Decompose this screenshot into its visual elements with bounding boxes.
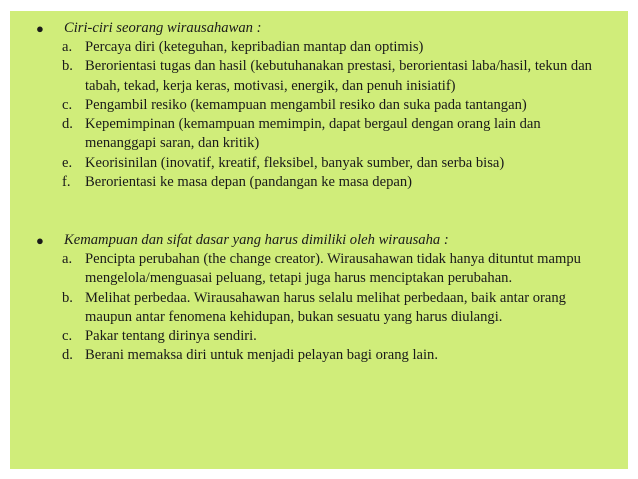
list-item (10, 154, 628, 173)
item-list (10, 250, 628, 366)
item-text: Percaya diri (keteguhan, kepribadian mantap dan optimis) (85, 39, 424, 55)
item-list (10, 38, 628, 192)
section-ciri-ciri (10, 19, 628, 192)
item-marker: c. (62, 328, 73, 345)
section-kemampuan (10, 231, 628, 366)
item-text: Melihat perbedaa. Wirausahawan harus selalu melihat perbedaan, baik antar orang maupun antar fenomena kehidupan, bukan sesuatu yang harus diulangi. (85, 289, 566, 325)
item-marker: e. (62, 154, 73, 171)
item-marker: b. (62, 58, 73, 75)
section-heading (10, 19, 628, 38)
item-text: Pencipta perubahan (the change creator). Wirausahawan tidak hanya dituntut mampu mengelola/menguasai peluang, tetapi juga harus menciptakan perubahan. (85, 251, 581, 287)
section-heading (10, 231, 628, 250)
bullet-icon: ● (36, 233, 44, 248)
item-marker: f. (62, 174, 71, 191)
list-item (10, 346, 628, 365)
item-marker: c. (62, 96, 73, 113)
list-item (10, 173, 628, 192)
item-text: Kepemimpinan (kemampuan memimpin, dapat bergaul dengan orang lain dan menanggapi saran, dan kritik) (85, 116, 541, 152)
section-heading-text: Kemampuan dan sifat dasar yang harus dimiliki oleh wirausaha : (64, 232, 449, 248)
item-marker: b. (62, 289, 73, 306)
item-text: Pakar tentang dirinya sendiri. (85, 328, 257, 345)
list-item (10, 96, 628, 115)
list-item (10, 38, 628, 57)
section-heading-text: Ciri-ciri seorang wirausahawan : (64, 20, 262, 36)
item-marker: d. (62, 116, 73, 133)
item-marker: d. (62, 347, 73, 364)
list-item (10, 327, 628, 346)
list-item (10, 250, 628, 289)
bullet-icon: ● (36, 21, 44, 36)
item-text: Berorientasi tugas dan hasil (kebutuhanakan prestasi, berorientasi laba/hasil, tekun dan tabah, tekad, kerja keras, motivasi, energik, dan penuh inisiatif) (85, 58, 592, 94)
list-item (10, 115, 628, 154)
list-item (10, 289, 628, 328)
item-marker: a. (62, 251, 73, 267)
item-text: Keorisinilan (inovatif, kreatif, fleksibel, banyak sumber, dan serba bisa) (85, 154, 505, 171)
item-marker: a. (62, 39, 73, 55)
slide-background (10, 11, 628, 469)
item-text: Berani memaksa diri untuk menjadi pelayan bagi orang lain. (85, 347, 438, 364)
item-text: Pengambil resiko (kemampuan mengambil resiko dan suka pada tantangan) (85, 96, 527, 113)
list-item (10, 57, 628, 96)
item-text: Berorientasi ke masa depan (pandangan ke masa depan) (85, 174, 413, 191)
